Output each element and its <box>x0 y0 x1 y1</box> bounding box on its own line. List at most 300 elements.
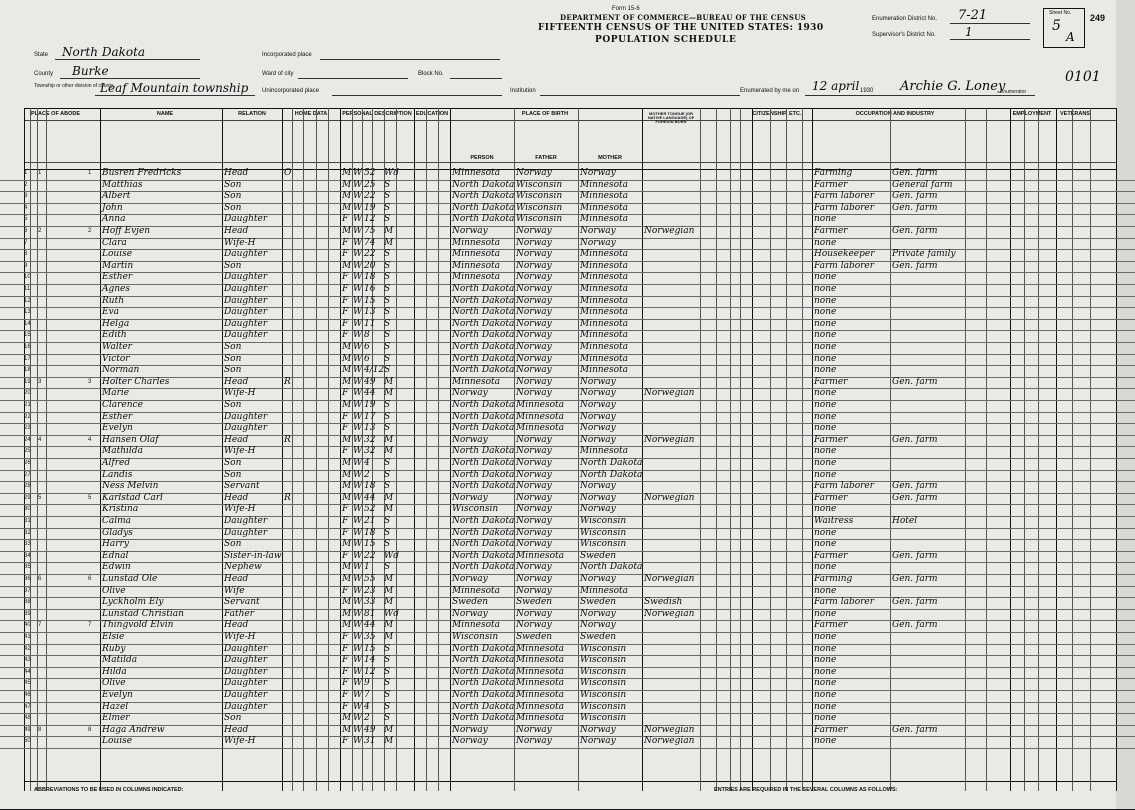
birthplace-mother: Minnesota <box>580 260 629 271</box>
sex: M <box>342 179 352 190</box>
person-name: Norman <box>102 365 140 376</box>
birthplace-mother: Norway <box>580 504 616 515</box>
county-label: County <box>34 71 54 77</box>
sex: F <box>342 388 349 399</box>
industry <box>892 702 964 714</box>
mother-tongue <box>644 307 700 319</box>
birthplace-person: North Dakota <box>452 202 515 213</box>
subheader-father: FATHER <box>535 155 557 161</box>
relation: Wife-H <box>224 446 256 457</box>
dwelling-number <box>38 609 46 621</box>
unincorporated-label: Unincorporated place <box>262 88 320 94</box>
home-tenure <box>284 226 292 238</box>
dwelling-number <box>38 388 46 400</box>
sex: M <box>342 620 352 631</box>
marital-status: Wd <box>384 550 400 561</box>
sex: M <box>342 400 352 410</box>
relation: Son <box>224 539 242 550</box>
person-name: Evelyn <box>102 423 133 434</box>
marital-status: S <box>384 318 391 329</box>
birthplace-person: North Dakota <box>452 446 515 457</box>
sex: M <box>342 168 352 178</box>
group-mother-tongue: MOTHER TONGUE (OR NATIVE LANGUAGE) OF FOREIGN BORN <box>647 111 695 124</box>
dwelling-number <box>38 528 46 540</box>
person-name: Esther <box>102 272 133 283</box>
marital-status: M <box>384 597 394 608</box>
birthplace-mother: Wisconsin <box>580 527 627 538</box>
occupation: Farm laborer <box>814 597 875 608</box>
birthplace-father: Minnesota <box>516 666 565 677</box>
race: W <box>353 400 363 410</box>
race: W <box>353 713 363 724</box>
line-number: 34 <box>24 552 31 559</box>
age: 18 <box>364 272 376 283</box>
occupation: none <box>814 423 837 434</box>
sex: M <box>342 202 352 213</box>
mother-tongue <box>644 551 700 563</box>
relation: Head <box>224 620 249 631</box>
marital-status: S <box>384 202 391 213</box>
mother-tongue <box>644 342 700 354</box>
age: 22 <box>364 249 376 260</box>
birthplace-father: Norway <box>516 249 552 260</box>
home-tenure: R <box>284 492 291 503</box>
occupation: none <box>814 469 837 480</box>
line-number: 15 <box>24 332 31 339</box>
person-name: Hansen Olaf <box>102 434 159 445</box>
birthplace-person: North Dakota <box>452 655 515 666</box>
relation: Wife-H <box>224 388 256 399</box>
occupation: none <box>814 585 837 596</box>
birthplace-father: Minnesota <box>516 701 565 712</box>
home-tenure <box>284 620 292 632</box>
person-name: Kristina <box>102 504 139 515</box>
person-name: Gladys <box>102 527 133 538</box>
birthplace-father: Norway <box>516 226 552 236</box>
industry <box>892 655 964 667</box>
birthplace-father: Norway <box>516 284 552 294</box>
ward-line <box>298 78 408 79</box>
industry: Gen. farm <box>892 376 938 387</box>
birthplace-father: Sweden <box>516 632 553 642</box>
race: W <box>353 411 363 422</box>
family-number <box>88 249 100 261</box>
mother-tongue <box>644 191 700 203</box>
mother-tongue <box>644 214 700 226</box>
family-number <box>88 586 100 598</box>
dwelling-number <box>38 400 46 412</box>
family-number <box>88 214 100 226</box>
dwelling-number <box>38 504 46 516</box>
line-number: 11 <box>24 286 31 292</box>
occupation: none <box>814 608 837 619</box>
birthplace-person: Minnesota <box>452 249 501 260</box>
birthplace-mother: Norway <box>580 434 616 445</box>
birthplace-person: Norway <box>452 492 488 503</box>
mother-tongue <box>644 516 700 528</box>
enum-district-line <box>950 23 1030 24</box>
birthplace-mother: Minnesota <box>580 365 629 376</box>
race: W <box>353 574 363 584</box>
family-number <box>88 203 100 215</box>
family-number <box>88 609 100 621</box>
industry <box>892 272 964 284</box>
dwelling-number <box>38 586 46 598</box>
home-tenure <box>284 388 292 400</box>
marital-status: S <box>384 295 391 306</box>
occupation: none <box>814 284 837 294</box>
industry: Gen. farm <box>892 191 938 202</box>
race: W <box>353 585 363 596</box>
race: W <box>353 179 363 190</box>
schedule-title: POPULATION SCHEDULE <box>595 35 737 45</box>
birthplace-mother: Minnesota <box>580 353 629 364</box>
marital-status: S <box>384 272 391 283</box>
race: W <box>353 701 363 712</box>
age: 14 <box>364 655 376 666</box>
marital-status: S <box>384 342 391 352</box>
group-home-data: HOME DATA <box>294 111 328 117</box>
race: W <box>353 330 363 341</box>
race: W <box>353 307 363 318</box>
sex: M <box>342 713 352 724</box>
race: W <box>353 666 363 677</box>
birthplace-person: North Dakota <box>452 179 515 190</box>
birthplace-mother: Minnesota <box>580 342 629 352</box>
birthplace-person: North Dakota <box>452 318 515 329</box>
line-number: 28 <box>24 483 31 490</box>
family-number <box>88 388 100 400</box>
birthplace-mother: Norway <box>580 388 616 399</box>
line-number: 9 <box>24 262 28 269</box>
race: W <box>353 295 363 306</box>
family-number: 8 <box>88 726 92 733</box>
home-tenure <box>284 214 292 226</box>
marital-status: S <box>384 214 391 225</box>
family-number: 4 <box>88 436 92 443</box>
occupation: none <box>814 353 837 364</box>
marital-status: S <box>384 260 391 271</box>
occupation: none <box>814 539 837 550</box>
race: W <box>353 376 363 387</box>
home-tenure <box>284 412 292 424</box>
occupation: none <box>814 411 837 422</box>
race: W <box>353 678 363 689</box>
birthplace-father: Minnesota <box>516 643 565 654</box>
occupation: none <box>814 527 837 538</box>
home-tenure <box>284 446 292 458</box>
birthplace-person: Norway <box>452 434 488 445</box>
birthplace-person: North Dakota <box>452 307 515 318</box>
industry <box>892 365 964 377</box>
relation: Head <box>224 168 249 178</box>
sex: F <box>342 516 349 526</box>
home-tenure <box>284 261 292 273</box>
occupation: none <box>814 388 837 399</box>
race: W <box>353 620 363 631</box>
age: 18 <box>364 527 376 538</box>
mother-tongue <box>644 632 700 644</box>
line-number: 47 <box>24 703 31 710</box>
dwelling-number <box>38 238 46 250</box>
age: 25 <box>364 179 376 190</box>
line-number: 46 <box>24 692 31 698</box>
relation: Head <box>224 574 249 584</box>
home-tenure <box>284 458 292 470</box>
occupation: none <box>814 690 837 700</box>
person-name: Landis <box>102 469 133 480</box>
sex: F <box>342 666 349 677</box>
industry <box>892 504 964 516</box>
home-tenure <box>284 713 292 725</box>
person-name: Alfred <box>102 458 131 468</box>
mother-tongue <box>644 644 700 656</box>
line-number: 30 <box>24 506 31 513</box>
age: 12 <box>364 214 376 225</box>
person-name: Thingvold Elvin <box>102 620 174 631</box>
line-number: 13 <box>24 309 31 316</box>
marital-status: M <box>384 226 394 236</box>
birthplace-mother: North Dakota <box>580 458 643 468</box>
home-tenure <box>284 597 292 609</box>
marital-status: S <box>384 191 391 202</box>
line-number: 35 <box>24 564 31 571</box>
birthplace-father: Norway <box>516 481 552 492</box>
family-number: 3 <box>88 378 92 385</box>
marital-status: S <box>384 701 391 712</box>
birthplace-mother: Norway <box>580 620 616 631</box>
township-value: Leaf Mountain township <box>100 81 249 95</box>
home-tenure <box>284 470 292 482</box>
age: 2 <box>364 469 370 480</box>
birthplace-mother: Wisconsin <box>580 643 627 654</box>
group-name: NAME <box>156 111 174 117</box>
occupation: none <box>814 272 837 283</box>
line-number: 22 <box>24 413 31 420</box>
relation: Daughter <box>224 666 268 677</box>
family-number <box>88 423 100 435</box>
occupation: Farmer <box>814 620 848 631</box>
mother-tongue <box>644 562 700 574</box>
dwelling-number: 8 <box>38 726 42 733</box>
sex: M <box>342 724 352 735</box>
occupation: Waitress <box>814 516 854 526</box>
dwelling-number <box>38 307 46 319</box>
birthplace-mother: Norway <box>580 400 616 410</box>
industry <box>892 667 964 679</box>
family-number <box>88 354 100 366</box>
line-number: 10 <box>24 274 31 281</box>
birthplace-father: Minnesota <box>516 655 565 666</box>
relation: Daughter <box>224 423 268 434</box>
industry <box>892 713 964 725</box>
marital-status: M <box>384 620 394 631</box>
mother-tongue <box>644 690 700 702</box>
dwelling-number <box>38 516 46 528</box>
marital-status: M <box>384 237 394 248</box>
sheet-number-box <box>1043 8 1085 48</box>
person-name: Martin <box>102 260 134 271</box>
occupation: Farmer <box>814 724 848 735</box>
mother-tongue <box>644 539 700 551</box>
mother-tongue <box>644 330 700 342</box>
mother-tongue: Norwegian <box>644 574 695 584</box>
home-tenure <box>284 702 292 714</box>
race: W <box>353 353 363 364</box>
sex: M <box>342 260 352 271</box>
occupation: none <box>814 736 837 747</box>
age: 16 <box>364 284 376 294</box>
relation: Head <box>224 226 249 236</box>
relation: Daughter <box>224 643 268 654</box>
birthplace-father: Norway <box>516 318 552 329</box>
dwelling-number <box>38 319 46 331</box>
sex: M <box>342 597 352 608</box>
occupation: Farm laborer <box>814 260 875 271</box>
home-tenure <box>284 562 292 574</box>
line-number: 1 <box>24 170 28 176</box>
home-tenure <box>284 609 292 621</box>
relation: Daughter <box>224 214 268 225</box>
birthplace-person: Minnesota <box>452 237 501 248</box>
line-number: 26 <box>24 460 31 466</box>
person-name: Ruby <box>102 643 126 654</box>
relation: Head <box>224 434 249 445</box>
family-number: 2 <box>88 228 92 234</box>
birthplace-father: Norway <box>516 365 552 376</box>
birthplace-father: Wisconsin <box>516 179 563 190</box>
line-number: 49 <box>24 726 31 733</box>
person-name: Ness Melvin <box>102 481 159 492</box>
birthplace-mother: Sweden <box>580 550 617 561</box>
marital-status: S <box>384 481 391 492</box>
person-name: Ruth <box>102 295 124 306</box>
birthplace-mother: Norway <box>580 492 616 503</box>
line-number: 48 <box>24 715 31 722</box>
dwelling-number <box>38 470 46 482</box>
line-number: 45 <box>24 680 31 687</box>
race: W <box>353 237 363 248</box>
marital-status: S <box>384 411 391 422</box>
occupation: none <box>814 365 837 376</box>
age: 15 <box>364 643 376 654</box>
industry <box>892 423 964 435</box>
birthplace-person: North Dakota <box>452 353 515 364</box>
person-name: Karlstad Carl <box>102 492 163 503</box>
mother-tongue <box>644 238 700 250</box>
birthplace-father: Norway <box>516 434 552 445</box>
mother-tongue <box>644 702 700 714</box>
sex: F <box>342 701 349 712</box>
birthplace-father: Minnesota <box>516 411 565 422</box>
occupation: Farmer <box>814 179 848 190</box>
person-name: Elsie <box>102 632 125 642</box>
age: 2 <box>364 713 370 724</box>
sex: F <box>342 284 349 294</box>
birthplace-father: Norway <box>516 585 552 596</box>
relation: Wife-H <box>224 632 256 642</box>
line-number: 41 <box>24 634 31 640</box>
sex: F <box>342 527 349 538</box>
home-tenure <box>284 319 292 331</box>
relation: Son <box>224 400 242 410</box>
sex: F <box>342 249 349 260</box>
sex: F <box>342 678 349 689</box>
marital-status: M <box>384 632 394 642</box>
industry <box>892 238 964 250</box>
person-name: Agnes <box>102 284 131 294</box>
mother-tongue <box>644 620 700 632</box>
birthplace-person: North Dakota <box>452 330 515 341</box>
line-number: 16 <box>24 344 31 350</box>
industry <box>892 470 964 482</box>
birthplace-mother: Wisconsin <box>580 539 627 550</box>
birthplace-father: Norway <box>516 295 552 306</box>
marital-status: M <box>384 446 394 457</box>
line-number: 24 <box>24 436 31 443</box>
home-tenure <box>284 238 292 250</box>
industry <box>892 296 964 308</box>
race: W <box>353 249 363 260</box>
birthplace-mother: Norway <box>580 574 616 584</box>
industry: Gen. farm <box>892 202 938 213</box>
sex: F <box>342 632 349 642</box>
subheader-mother: MOTHER <box>598 155 622 161</box>
dwelling-number <box>38 644 46 656</box>
person-name: Elmer <box>102 713 130 724</box>
home-tenure: R <box>284 376 291 387</box>
dwelling-number <box>38 249 46 261</box>
family-number <box>88 296 100 308</box>
race: W <box>353 342 363 352</box>
person-name: Olive <box>102 585 126 596</box>
birthplace-father: Norway <box>516 168 552 178</box>
person-name: Harry <box>102 539 129 550</box>
relation: Head <box>224 376 249 387</box>
dwelling-number <box>38 412 46 424</box>
dwelling-number <box>38 702 46 714</box>
birthplace-mother: Minnesota <box>580 202 629 213</box>
sex: M <box>342 574 352 584</box>
family-number <box>88 655 100 667</box>
race: W <box>353 284 363 294</box>
birthplace-father: Norway <box>516 446 552 457</box>
sex: M <box>342 434 352 445</box>
mother-tongue <box>644 377 700 389</box>
family-number <box>88 400 100 412</box>
family-number <box>88 702 100 714</box>
group-education: EDUCATION <box>415 111 449 117</box>
age: 81 <box>364 608 376 619</box>
block-label: Block No. <box>418 71 444 77</box>
birthplace-person: Minnesota <box>452 376 501 387</box>
marital-status: Wd <box>384 608 400 619</box>
relation: Son <box>224 191 242 202</box>
birthplace-person: North Dakota <box>452 516 515 526</box>
sex: F <box>342 295 349 306</box>
family-number: 1 <box>88 170 92 176</box>
enum-district-label: Enumeration District No. <box>872 16 938 22</box>
line-number: 42 <box>24 645 31 652</box>
birthplace-father: Minnesota <box>516 423 565 434</box>
home-tenure <box>284 667 292 679</box>
home-tenure: R <box>284 434 291 445</box>
sex: F <box>342 411 349 422</box>
marital-status: S <box>384 678 391 689</box>
industry: Gen. farm <box>892 597 938 608</box>
sex: M <box>342 376 352 387</box>
family-number <box>88 539 100 551</box>
